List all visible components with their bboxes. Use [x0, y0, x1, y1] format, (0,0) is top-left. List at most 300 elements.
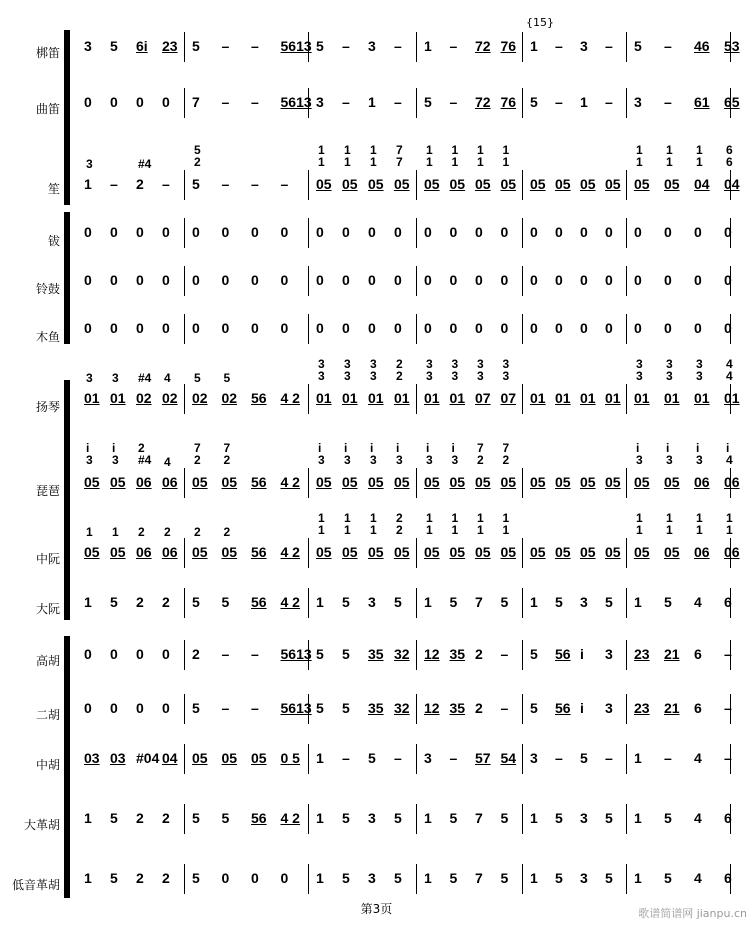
bracket-winds	[64, 30, 70, 205]
note: 04	[162, 750, 178, 766]
note: 3	[634, 94, 642, 110]
note: 0	[580, 320, 588, 336]
chord-tone: 1 1	[344, 511, 351, 537]
note: 05	[84, 474, 100, 490]
note: 0	[342, 224, 350, 240]
note: 5	[221, 594, 230, 610]
note: 0	[500, 320, 509, 336]
note: 0	[394, 320, 402, 336]
note: 56	[251, 390, 267, 406]
note: 0	[368, 320, 376, 336]
note: 35	[368, 646, 384, 662]
note: –	[342, 38, 350, 54]
note: 0	[368, 272, 376, 288]
note: 04	[724, 176, 740, 192]
chord-tone: 1 1	[477, 143, 484, 169]
note: 32	[394, 646, 410, 662]
note: 0	[162, 700, 170, 716]
note: 0	[162, 94, 170, 110]
note: 05	[449, 474, 466, 490]
note: 32	[394, 700, 410, 716]
barline	[416, 538, 417, 568]
chord-tone: 1 1	[636, 511, 643, 537]
note: –	[449, 750, 458, 766]
note: 05	[530, 176, 546, 192]
barline	[184, 468, 185, 498]
note: 0	[475, 320, 483, 336]
chord-tone: 3 3	[451, 357, 459, 383]
note: 76	[500, 38, 517, 54]
barline	[416, 384, 417, 414]
chord-tone: 6 6	[726, 143, 733, 169]
note: 05	[500, 544, 517, 560]
chord-tone: 7 2	[502, 441, 510, 467]
note: 7	[475, 870, 483, 886]
note: 4 2	[280, 390, 300, 406]
barline	[184, 218, 185, 248]
note: 07	[475, 390, 491, 406]
note: 1	[424, 38, 432, 54]
note: 05	[530, 474, 546, 490]
note: 0	[724, 224, 732, 240]
chord-tone: 5	[223, 371, 231, 385]
chord-tone: i 3	[451, 441, 459, 467]
note: 05	[394, 544, 410, 560]
chord-tone: i 3	[86, 441, 93, 467]
chord-tone: 2	[164, 525, 171, 539]
bracket-percussion	[64, 212, 70, 344]
chord-tone: 1 1	[344, 143, 351, 169]
note: 3	[580, 870, 588, 886]
note: –	[449, 94, 458, 110]
note: –	[251, 38, 259, 54]
chord-tone: 1 1	[696, 511, 703, 537]
note: 1	[84, 870, 92, 886]
barline	[626, 218, 627, 248]
note: 05	[342, 176, 358, 192]
bracket-bowed	[64, 636, 70, 898]
barline	[308, 468, 309, 498]
note: 5	[605, 594, 613, 610]
note: 7	[192, 94, 200, 110]
note: 5	[192, 176, 200, 192]
note: 06	[724, 474, 740, 490]
note: 05	[221, 474, 238, 490]
note: 03	[84, 750, 100, 766]
chord-tone: 1 1	[502, 143, 510, 169]
note: 0	[136, 320, 144, 336]
barline	[522, 218, 523, 248]
chord-tone: i 3	[112, 441, 119, 467]
note: 05	[580, 544, 596, 560]
chord-tone: 1 1	[370, 143, 377, 169]
note: 1	[84, 810, 92, 826]
note: –	[110, 176, 118, 192]
note: 05	[580, 474, 596, 490]
note: 05	[475, 544, 491, 560]
barline	[416, 588, 417, 618]
note: –	[394, 750, 402, 766]
note: 01	[84, 390, 100, 406]
note: 56	[555, 646, 571, 662]
note: 05	[368, 474, 384, 490]
note: –	[555, 38, 563, 54]
note: –	[280, 176, 289, 192]
chord-tone: 3 3	[477, 357, 484, 383]
barline	[522, 744, 523, 774]
note: –	[555, 94, 563, 110]
note: 5	[192, 700, 200, 716]
note: 7	[475, 594, 483, 610]
barline	[184, 32, 185, 62]
chord-tone: 3	[86, 371, 93, 385]
note: 0	[634, 320, 642, 336]
note: 23	[634, 646, 650, 662]
note: 0	[110, 272, 118, 288]
note: 06	[694, 474, 710, 490]
note: 4 2	[280, 544, 300, 560]
note: 0	[634, 224, 642, 240]
note: 5	[424, 94, 432, 110]
note: 5	[555, 870, 563, 886]
note: 0	[251, 272, 259, 288]
note: 1	[316, 870, 324, 886]
barline	[184, 170, 185, 200]
note: 0	[424, 224, 432, 240]
note: 5	[110, 594, 118, 610]
note: 5	[664, 594, 672, 610]
watermark: 歌谱简谱网 jianpu.cn	[638, 907, 747, 920]
note: 0	[605, 272, 613, 288]
chord-tone: i 3	[318, 441, 325, 467]
barline	[626, 88, 627, 118]
note: 5	[394, 594, 402, 610]
note: 05	[475, 474, 491, 490]
note: 05	[316, 474, 332, 490]
note: 0	[280, 870, 289, 886]
chord-tone: i 4	[726, 441, 733, 467]
barline	[416, 32, 417, 62]
note: –	[162, 176, 170, 192]
note: 1	[316, 810, 324, 826]
barline	[626, 744, 627, 774]
instrument-name: 大革胡	[23, 818, 60, 832]
chord-tone: 1 1	[666, 511, 673, 537]
note: 0	[84, 94, 92, 110]
note: 0	[192, 272, 200, 288]
note: 5	[530, 700, 538, 716]
instrument-name: 中阮	[35, 552, 60, 566]
instrument-name: 曲笛	[35, 102, 60, 116]
barline	[522, 170, 523, 200]
note: –	[221, 646, 230, 662]
barline	[626, 804, 627, 834]
note: 5	[500, 594, 509, 610]
note: 01	[449, 390, 466, 406]
chord-tone: 1 1	[370, 511, 377, 537]
barline	[626, 640, 627, 670]
note: 3	[580, 810, 588, 826]
note: 05	[500, 474, 517, 490]
note: 0	[84, 320, 92, 336]
chord-tone: i 3	[636, 441, 643, 467]
note: 1	[530, 870, 538, 886]
note: –	[605, 750, 613, 766]
chord-tone: 1 1	[451, 143, 459, 169]
note: 0	[475, 272, 483, 288]
note: 0	[192, 320, 200, 336]
note: 01	[694, 390, 710, 406]
note: 01	[605, 390, 621, 406]
bracket-plucked	[64, 380, 70, 620]
note: 0	[316, 320, 324, 336]
barline	[308, 170, 309, 200]
note: 05	[221, 544, 238, 560]
chord-tone: 2	[223, 525, 231, 539]
note: 0	[664, 320, 672, 336]
note: 56	[251, 594, 267, 610]
note: 5	[342, 870, 350, 886]
note: –	[605, 94, 613, 110]
note: 05	[368, 176, 384, 192]
note: –	[500, 700, 509, 716]
note: 3	[368, 38, 376, 54]
note: –	[221, 700, 230, 716]
note: 06	[136, 544, 152, 560]
note: 0	[162, 272, 170, 288]
chord-tone: 4	[164, 455, 171, 469]
note: 0	[221, 272, 230, 288]
note: 06	[162, 474, 178, 490]
instrument-name: 低音革胡	[11, 878, 60, 892]
note: 05	[500, 176, 517, 192]
note: 05	[342, 544, 358, 560]
note: 5	[110, 38, 118, 54]
note: 05	[634, 474, 650, 490]
note: 1	[530, 594, 538, 610]
note: 05	[605, 474, 621, 490]
note: 05	[424, 474, 440, 490]
chord-tone: i 3	[666, 441, 673, 467]
barline	[522, 384, 523, 414]
note: 0	[580, 224, 588, 240]
barline	[308, 588, 309, 618]
note: 23	[634, 700, 650, 716]
note: 05	[664, 474, 680, 490]
note: 05	[192, 544, 208, 560]
note: 05	[555, 176, 571, 192]
chord-tone: #4	[138, 157, 152, 171]
note: #04	[136, 750, 160, 766]
note: –	[251, 700, 259, 716]
note: 5	[605, 810, 613, 826]
instrument-name: 高胡	[35, 654, 60, 668]
barline	[626, 170, 627, 200]
note: 4	[694, 870, 702, 886]
note: 06	[136, 474, 152, 490]
note: 1	[368, 94, 376, 110]
note: 0	[136, 272, 144, 288]
chord-tone: i 3	[396, 441, 403, 467]
barline	[626, 538, 627, 568]
instrument-name: 铃鼓	[35, 282, 60, 296]
note: 2	[162, 870, 170, 886]
note: 0	[580, 272, 588, 288]
note: i	[580, 646, 584, 662]
note: 12	[424, 646, 440, 662]
barline	[184, 804, 185, 834]
note: –	[251, 646, 259, 662]
note: 5	[192, 38, 200, 54]
chord-tone: 2	[194, 525, 201, 539]
note: 1	[634, 750, 642, 766]
note: –	[724, 700, 732, 716]
barline	[184, 744, 185, 774]
note: 0	[394, 272, 402, 288]
note: 6	[724, 594, 732, 610]
note: –	[221, 38, 230, 54]
note: 5	[192, 870, 200, 886]
barline	[184, 864, 185, 894]
note: 0	[221, 224, 230, 240]
barline	[522, 314, 523, 344]
note: 5	[192, 594, 200, 610]
chord-tone: 1 1	[451, 511, 459, 537]
chord-tone: 7 2	[477, 441, 484, 467]
page-number: 第3页	[360, 902, 393, 916]
barline	[626, 694, 627, 724]
note: 5	[605, 870, 613, 886]
note: 0	[475, 224, 483, 240]
note: 0	[84, 646, 92, 662]
note: 02	[162, 390, 178, 406]
note: 0	[694, 320, 702, 336]
note: 2	[192, 646, 200, 662]
note: 2	[136, 810, 144, 826]
note: –	[724, 646, 732, 662]
chord-tone: 7 2	[223, 441, 231, 467]
chord-tone: 4	[164, 371, 171, 385]
note: 5	[449, 594, 458, 610]
note: 5	[530, 646, 538, 662]
chord-tone: 1 1	[477, 511, 484, 537]
barline	[522, 694, 523, 724]
barline	[184, 694, 185, 724]
note: 0	[110, 700, 118, 716]
note: 1	[84, 594, 92, 610]
note: –	[394, 38, 402, 54]
note: 5	[316, 38, 324, 54]
note: 05	[316, 176, 332, 192]
barline	[522, 266, 523, 296]
barline	[416, 88, 417, 118]
note: 5	[316, 700, 324, 716]
note: –	[500, 646, 509, 662]
barline	[416, 640, 417, 670]
note: 05	[424, 176, 440, 192]
note: 0	[530, 320, 538, 336]
note: 05	[605, 544, 621, 560]
barline	[308, 266, 309, 296]
note: 01	[368, 390, 384, 406]
note: 0	[724, 320, 732, 336]
note: 1	[316, 594, 324, 610]
chord-tone: i 3	[696, 441, 703, 467]
instrument-name: 木鱼	[35, 330, 60, 344]
note: 0	[342, 272, 350, 288]
note: 5	[316, 646, 324, 662]
note: 1	[424, 594, 432, 610]
note: 05	[316, 544, 332, 560]
note: 5	[368, 750, 376, 766]
note: 65	[724, 94, 740, 110]
chord-tone: 3 3	[696, 357, 703, 383]
note: –	[221, 94, 230, 110]
note: 3	[84, 38, 92, 54]
note: 01	[394, 390, 410, 406]
note: 5	[500, 810, 509, 826]
note: 05	[664, 176, 680, 192]
chord-tone: i 3	[370, 441, 377, 467]
note: –	[342, 750, 350, 766]
note: 4	[694, 594, 702, 610]
note: 0	[84, 272, 92, 288]
barline	[416, 694, 417, 724]
note: 3	[424, 750, 432, 766]
barline	[522, 32, 523, 62]
note: 01	[110, 390, 126, 406]
barline	[184, 88, 185, 118]
note: 04	[694, 176, 710, 192]
note: 07	[500, 390, 517, 406]
note: 0	[162, 224, 170, 240]
note: 0	[162, 320, 170, 336]
note: 05	[580, 176, 596, 192]
note: 05	[449, 176, 466, 192]
note: 4 2	[280, 474, 300, 490]
note: 05	[424, 544, 440, 560]
note: 5	[110, 870, 118, 886]
note: –	[664, 750, 672, 766]
note: 5	[449, 810, 458, 826]
note: 05	[221, 750, 238, 766]
instrument-name: 二胡	[35, 708, 60, 722]
note: 0	[280, 272, 289, 288]
note: 03	[110, 750, 126, 766]
note: 05	[664, 544, 680, 560]
barline	[184, 588, 185, 618]
note: 5	[664, 810, 672, 826]
note: 0	[316, 224, 324, 240]
note: 5	[580, 750, 588, 766]
instrument-name: 钹	[47, 234, 60, 248]
note: 0	[136, 646, 144, 662]
instrument-name: 扬琴	[35, 400, 60, 414]
barline	[308, 804, 309, 834]
note: 0	[251, 870, 259, 886]
instrument-name: 大阮	[35, 602, 60, 616]
note: 05	[605, 176, 621, 192]
note: 0 5	[280, 750, 300, 766]
note: 0	[110, 646, 118, 662]
note: 5613	[280, 38, 312, 54]
chord-tone: 3 3	[636, 357, 643, 383]
note: –	[251, 176, 259, 192]
barline	[416, 744, 417, 774]
note: 5	[555, 594, 563, 610]
note: 0	[555, 224, 563, 240]
barline	[416, 266, 417, 296]
